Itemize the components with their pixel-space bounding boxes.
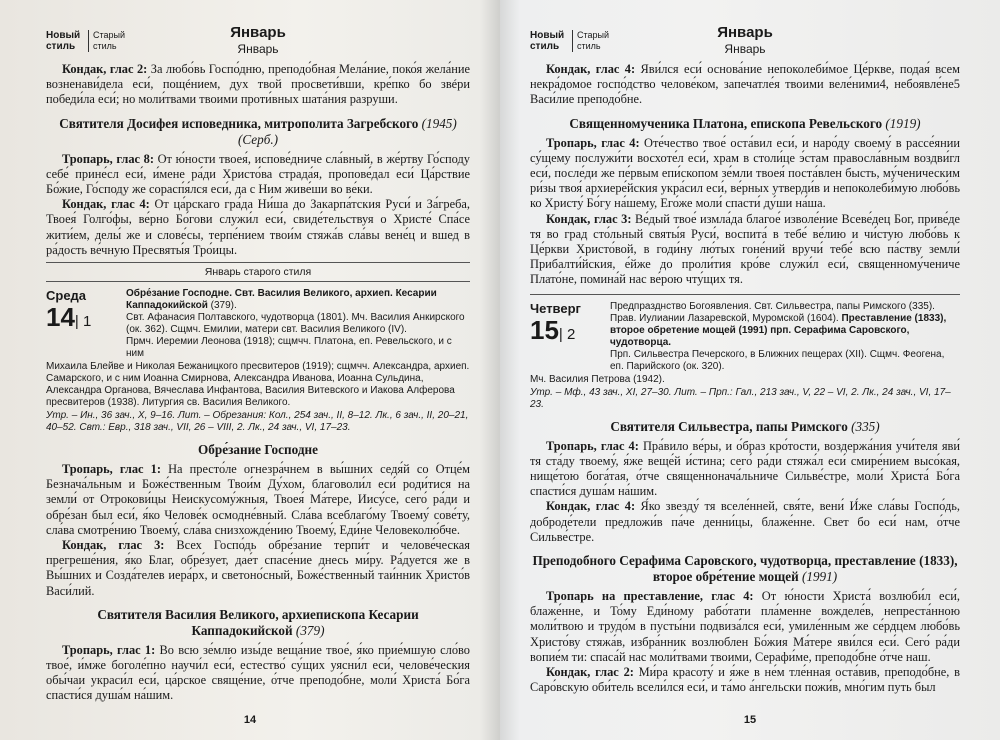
saint-heading-text: Святителя Сильвестра, папы Римского xyxy=(610,418,848,434)
weekday: Четверг xyxy=(530,300,581,316)
hymn-paragraph xyxy=(46,643,470,704)
feast-year: (379). xyxy=(207,300,237,312)
right-text-blocks xyxy=(530,62,960,288)
page-header xyxy=(530,22,960,58)
saint-heading-year: (1945) (Серб.) xyxy=(237,115,457,147)
left-text-blocks xyxy=(46,62,470,258)
hymn-paragraph xyxy=(530,136,960,212)
day-number xyxy=(530,316,610,349)
hymn-text: От ца́рскаго гра́да Ни́ша до Закарпа́тския Руси́ и За́греба, Твоея́ Голго́фы, ве́рно Бо́гови служи́л еси́, свиде́тельствуя о Христе́ Спа́се жити́ем, делы́ же и слове́сы, терпе́нием твои́м стяжа́в сла́вы вене́ц и вшед в ра́дость ве́чную Пресвяты́я Тро́ицы. xyxy=(46,197,471,257)
hymn-lead: Тропарь, глас 1: xyxy=(62,642,156,657)
section-label: Январь старого стиля xyxy=(46,262,470,282)
hymn-paragraph xyxy=(530,499,960,545)
day-number-new: 14 xyxy=(46,302,75,333)
hymn-text: Ми́ра красоту́ и я́же в не́м тле́нная оста́вив, преподо́бне, в Саро́вскую оби́тель всели́лся еси́, и та́мо а́нгельски пожи́в, мно́гим путь был xyxy=(530,665,960,695)
saint-heading-text: Обре́зание Господне xyxy=(198,442,318,458)
hymn-text: Пра́вило ве́ры, и о́браз кро́тости, воздержа́ния учи́теля яви́ тя ста́ду твоему́, я́же веще́й и́стина; сего́ ра́ди стяжа́л еси́ смире́нием высо́кая, нище́тою бога́тая, о́тче священнонача́льниче Сильве́стре, моли́ Христа́ Бо́га спасти́ся душа́м на́шим. xyxy=(530,438,960,499)
saint-heading-text: Преподобного Серафима Саровского, чудотворца, преставление (1833), второе обре́тение мощей xyxy=(532,553,958,585)
hymn-paragraph xyxy=(46,462,470,538)
hymn-lead: Кондак, глас 4: xyxy=(546,62,636,76)
day-number-old: | 2 xyxy=(558,325,576,343)
saint-heading xyxy=(46,607,470,639)
hymn-text: От ю́ности твоея́, испове́дниче сла́вный, в же́ртву Го́споду себе́ прине́сл еси́, и́мене ра́ди Христо́ва страда́я, пропове́дал еси́ Ца́рствие Бо́жие, Го́споду же сорасп́я́лся еси́, да с Ним живе́ши во ве́ки. xyxy=(46,151,470,197)
hymn-paragraph xyxy=(530,665,960,695)
saint-heading xyxy=(530,116,960,132)
hymn-text: Ве́дый твое́ измла́да благое́ изволе́ние Всеве́дец Бог, приве́де тя во град сто́льный святы́я Руси́, воспита́ в тебе́ ве́лию и чи́стую любо́вь к Це́ркви Христо́вой, в годи́ну лю́тых гоне́ний вручи́ тебе́ всю па́ству земли́ Прибалти́йския, е́йже до проли́тия кро́ве служи́л еси́, священному́чениче Плато́не, помина́й нас ве́рою чту́щих тя. xyxy=(530,211,960,287)
readings: Утр. – Ин., 36 зач., X, 9–16. Лит. – Обрезания: Кол., 254 зач., II, 8–12. Лк., 6 зач., II, 20–21, 40–52. Свт.: Евр., 318 зач., VII, 26 – VIII, 2. Лк., 24 зач., VI, 17–23. xyxy=(46,410,469,434)
hymn-lead: Кондак, глас 4: xyxy=(62,197,150,212)
page-header xyxy=(46,22,470,58)
hymn-lead: Кондак, глас 3: xyxy=(62,538,165,553)
hymn-paragraph xyxy=(46,62,470,108)
saint-heading-year: (379) xyxy=(295,622,325,638)
saint-heading xyxy=(46,116,470,148)
hymn-lead: Кондак, глас 3: xyxy=(546,211,632,226)
saint-heading-text: Святителя Досифея исповедника, митрополита Загребского xyxy=(59,115,419,131)
saint-heading xyxy=(530,419,960,435)
day-number-old: | 1 xyxy=(74,313,92,331)
hymn-lead: Кондак, глас 4: xyxy=(546,499,636,514)
feast-line3: Прмч. Иеремии Леонова (1918); сщмчч. Платона, еп. Ревельского, и с ним xyxy=(126,336,452,360)
hymn-text: От ю́ности Христа́ возлюби́л еси́, блаже́нне, и То́му Еди́ному рабо́тати пла́менне вожделе́в, непреста́нною моли́твою и трудо́м в пусты́ни подвиза́лся еси́, умиле́нным же се́рдцем любо́вь Христо́ву стяжа́в, избра́нник возлюблен Бо́жия Ма́тере яви́лся еси́. Сего́ ра́ди вопие́м ти: спаса́й нас моли́твами твоими, Серафи́ме, преподо́бне о́тче наш. xyxy=(530,589,960,664)
hymn-text: На престо́ле огнезра́чнем в вы́шних седя́й со Отце́м Безнача́льным и Боже́ственным Твои́м Ду́хом, благоволи́л еси́ роди́тися на земли́ от Отрокови́цы Неискусому́жныя, Твоея́ Ма́тере, Иису́се, сего́ ра́ди и обре́зан был еси́, я́ко Челове́к осмодне́вный. Сла́ва всеблаго́му Твоему́ сове́ту, сла́ва смотре́нию Твоему́, сла́ва снизхожде́нию Твоему́, Еди́не Человеколю́бче. xyxy=(46,462,471,537)
hymn-text: За любо́вь Госпо́дню, преподо́бная Мела́ние, поко́я жела́ние возненави́дела еси́, пощéнием, дух твой просвети́вши, кре́пко бо звéри победи́ла еси́; но моли́твами твоими проти́вных шата́ния разруши. xyxy=(46,62,470,107)
saint-heading xyxy=(46,442,470,458)
hymn-lead: Тропарь, глас 1: xyxy=(62,462,161,477)
saint-heading-year: (1991) xyxy=(801,569,838,585)
hymn-paragraph xyxy=(530,212,960,288)
feast-line2: Прп. Сильвестра Печерского, в Ближних пещерах (XII). Сщмч. Феогена, еп. Парийского (ок. 320). xyxy=(610,348,945,372)
feast-main: Преставление (1833), второе обретение мощей (1991) прп. Серафима Саровского, чудотворца. xyxy=(610,312,947,348)
readings: Утр. – Мф., 43 зач., XI, 27–30. Лит. – Прп.: Гал., 213 зач., V, 22 – VI, 2. Лк., 24 зач., VI, 17–23. xyxy=(530,386,951,410)
left-text-blocks-2 xyxy=(46,434,470,704)
feast-main: Обре́зание Господне. Свт. Василия Великого, архиеп. Кесарии Каппадокийской xyxy=(126,288,437,312)
month-title xyxy=(46,24,470,57)
right-page xyxy=(500,0,1000,740)
weekday: Среда xyxy=(46,288,87,304)
hymn-text: Во всю зе́млю изы́де веща́ние твое́, я́ко прие́мшую сло́во твое́, и́мже боголе́пно научи́л еси́, естество́ су́щих уясни́л еси́, челове́ческия обы́чаи украси́л еси́, ца́рское свяще́ние, о́тче преподо́бне, моли́ Христа́ Бо́га спасти́ся душа́м на́шим. xyxy=(46,642,470,703)
hymn-lead: Тропарь, глас 8: xyxy=(62,151,154,166)
right-text-blocks-2 xyxy=(530,411,960,696)
month-name: Январь xyxy=(230,24,286,41)
month-subname: Январь xyxy=(724,42,766,56)
hymn-paragraph xyxy=(530,439,960,500)
hymn-lead: Тропарь, глас 4: xyxy=(546,438,639,453)
month-name: Январь xyxy=(717,24,773,41)
page-number: 15 xyxy=(743,714,757,726)
day-entry-14 xyxy=(46,288,470,434)
hymn-paragraph xyxy=(46,538,470,599)
section-divider xyxy=(530,294,960,295)
saint-heading-year: (335) xyxy=(851,418,880,434)
saint-heading-text: Святителя Василия Великого, архиепископа Кесарии Каппадокийской xyxy=(97,606,419,638)
feast-wide: Михаила Блейве и Николая Бежаницкого пресвитеров (1919); сщмчч. Александра, архиеп. Самарского, и с ним Иоанна Смирнова, Александра Иванова, Иоанна Сульдина, Александра Органова, Вячеслава Инфантова, Василия Витевского и Иакова Алферова пресвитеров (1938). Литургия св. Василия Великого. xyxy=(46,361,470,409)
old-style-label: Старый стиль xyxy=(93,30,126,51)
hymn-paragraph xyxy=(530,589,960,665)
day-entry-15 xyxy=(530,301,960,411)
hymn-lead: Тропарь на преставление, глас 4: xyxy=(546,589,754,604)
hymn-lead: Кондак, глас 2: xyxy=(546,665,634,680)
feast-line2: Свт. Афанасия Полтавского, чудотворца (1801). Мч. Василия Анкирского (ок. 362). Сщмч. Емилии, матери свт. Василия Великого (IV). xyxy=(126,312,465,336)
feast-wide: Мч. Василия Петрова (1942). xyxy=(530,373,665,385)
old-style-label: Старый стиль xyxy=(577,30,610,51)
feast-pre: Предпразднство Богоявления. Свт. Сильвестра, папы Римского (335). Прав. Иулиании Лазаревской, Муромской (1604). xyxy=(610,300,935,324)
hymn-lead: Тропарь, глас 4: xyxy=(546,135,640,150)
saint-heading-year: (1919) xyxy=(885,115,921,131)
saint-heading xyxy=(530,553,960,585)
hymn-paragraph xyxy=(530,62,960,108)
hymn-text: Яви́лся еси́ основа́ние непоколеби́мое Це́ркве, подая́ всем некра́домое госпо́дство челове́ком, запечатле́я твоими веле́ними4, небоявле́не5 Васи́лие преподо́бне. xyxy=(530,62,960,107)
hymn-text: Всех Госпо́дь обре́зание терпи́т и челове́ческая прегреше́ния, я́ко Благ, обре́зует, дае́т спасе́ние днесь ми́ру. Ра́дуется же в Вы́шних и Созда́телев иера́рх, и светоно́сный, Боже́ственный таи́нник Христо́в Васи́лий. xyxy=(46,538,471,598)
month-subname: Январь xyxy=(237,42,279,56)
hymn-paragraph xyxy=(46,197,470,258)
day-number xyxy=(46,303,126,336)
month-title xyxy=(530,24,960,57)
hymn-text: Оте́чество твое́ оста́вил еси́, и наро́ду своему́ в рассе́янии су́щему послужи́ти восхоте́л еси́, храм в столи́це э́стам правосла́вным воздви́гл еси́, после́ди же пе́рвым епи́скопом зе́мли твоея́ поста́влен бысть, му́ченическим ри́зы твоя́ архиере́йския укра́сил еси́, ве́рных утверди́в и непоколеби́мую любо́вь ко Христу́ Бо́гу на́шему, Его́же моли́ спасти́ ду́ши на́ша. xyxy=(530,135,960,211)
new-style-label: Новый стиль xyxy=(530,30,565,52)
saint-heading-text: Священномученика Платона, епископа Ревельского xyxy=(569,115,883,131)
hymn-text: Я́ко звезду́ тя вселе́нней, свя́те, вени́ И́же сла́вы Госпо́дь, доброде́тели предложи́в па́че денни́цы, блаже́нне. Свет бо еси́ нам, о́тче Сильве́стре. xyxy=(530,499,960,544)
page-number: 14 xyxy=(243,714,257,726)
new-style-label: Новый стиль xyxy=(46,30,81,52)
hymn-paragraph xyxy=(46,152,470,198)
hymn-lead: Кондак, глас 2: xyxy=(62,62,148,76)
day-number-new: 15 xyxy=(530,314,559,345)
